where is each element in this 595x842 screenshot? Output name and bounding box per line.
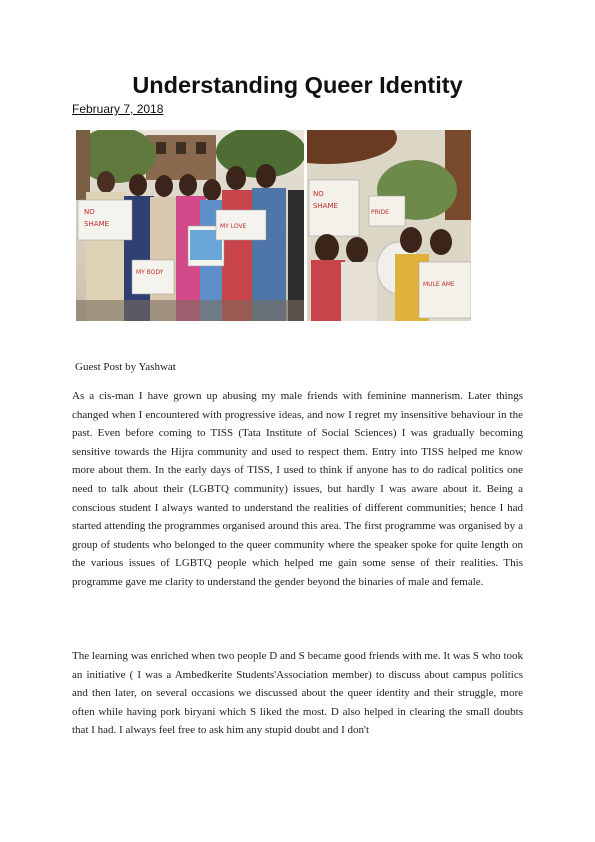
- placard-text: MULE AME: [423, 281, 455, 288]
- page-title: Understanding Queer Identity: [132, 72, 463, 98]
- article-paragraph: As a cis-man I have grown up abusing my male friends with feminine mannerism. Later things changed when I encountered with progressive ideas, and now I regret my insensitive behaviour in the past. Even before coming to TISS (Tata Institute of Social Sciences) I was gradually becoming sensitive towards the Hijra community and used to respect them. Entry into TISS helped me know more about them. In the early days of TISS, I used to think if anyone has to do radical politics one need to talk about their (LGBTQ community) issues, but hardly I was aware about it. Being a conscious student I always wanted to understand the realities of different communities; hence I had started attending the programmes organised around this area. The first programme was organised by a group of students who belonged to the queer community where the speaker spoke for quite length on the various issues of LGBTQ people which helped me gain some sense of their realities. This programme gave me clarity to understand the gender beyond the binaries of male and female.: [72, 390, 523, 588]
- placard-text: PRIDE: [371, 209, 389, 216]
- post-date-link[interactable]: February 7, 2018: [72, 102, 164, 116]
- article-paragraph: The learning was enriched when two people D and S became good friends with me. It was S who took an initiative ( I was a Ambedkerite Students'Association member) to discuss about campus politics and then later, on several occasions we discussed about the queer identity and their struggle, more often while having pork biryani which S liked the most. D also helped in clearing the small doubts that I had. I always feel free to ask him any stupid doubt and I don't: [72, 650, 523, 737]
- byline: Guest Post by Yashwat: [75, 361, 176, 373]
- protest-crowd-photo: [307, 130, 471, 321]
- placard-text: SHAME: [84, 220, 109, 228]
- placard-text: NO: [313, 190, 324, 198]
- placard-text: SHAME: [313, 202, 338, 210]
- placard-text: MY LOVE: [220, 223, 247, 230]
- pride-march-group-photo: [76, 130, 304, 321]
- placard-text: NO: [84, 208, 95, 216]
- placard-text: MY BODY: [136, 269, 164, 276]
